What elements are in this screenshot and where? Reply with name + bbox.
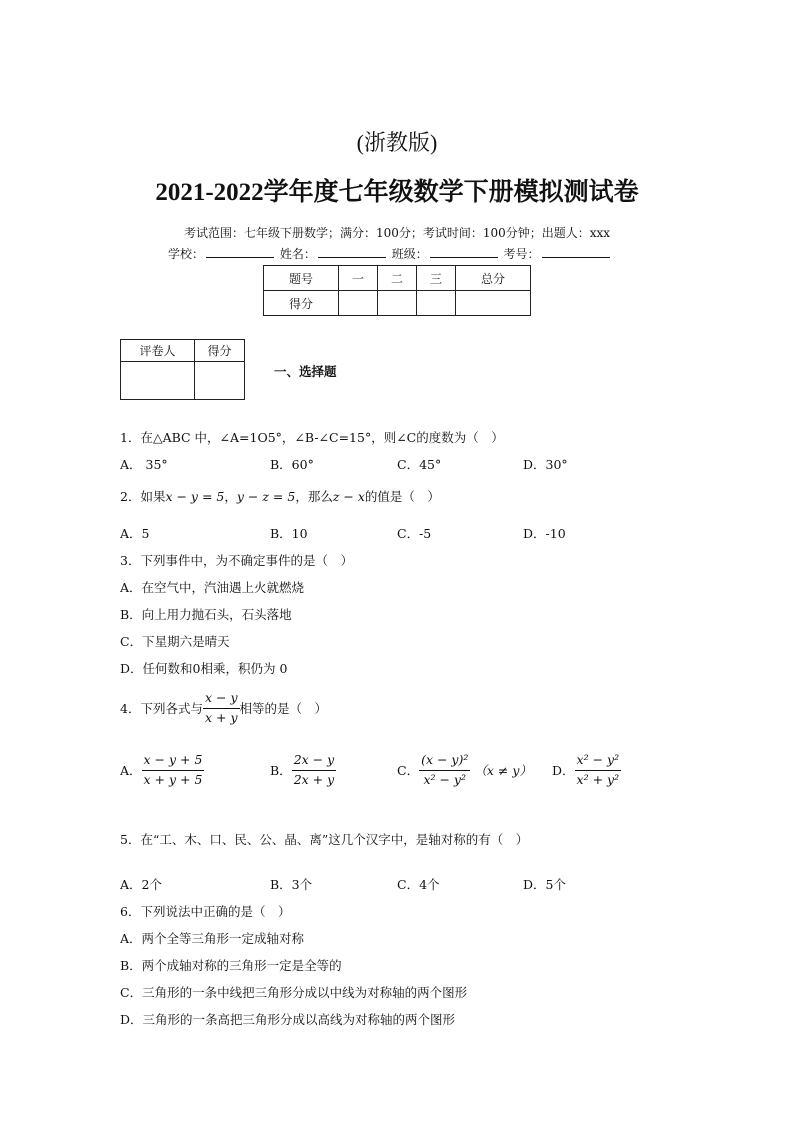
question-2-suffix: 的值是（ ） (364, 489, 440, 504)
option-b-fraction: $\frac{2x - y}{2x + y}$ (293, 752, 335, 787)
question-2-option-d: D．-10 (523, 526, 566, 541)
grader-score-cell[interactable] (194, 362, 244, 400)
question-6-stem: 6．下列说法中正确的是（ ） (120, 904, 291, 919)
exam-no-label: 考号： (503, 247, 540, 261)
question-3-option-a: A．在空气中，汽油遇上火就燃烧 (120, 580, 305, 595)
name-field[interactable] (318, 246, 386, 258)
question-3-option-d: D．任何数和0相乘，积仍为 0 (120, 661, 288, 676)
option-a-fraction: $\frac{x - y + 5}{x + y + 5}$ (143, 752, 203, 787)
question-2-option-c: C．-5 (397, 526, 432, 541)
question-4-option-a: A． $\frac{x - y + 5}{x + y + 5}$ (120, 752, 203, 787)
grader-header: 评卷人 (121, 340, 195, 362)
question-1-option-d: D．30° (523, 457, 568, 472)
class-label: 班级： (391, 247, 428, 261)
score-cell[interactable] (455, 291, 530, 316)
score-table-header: 二 (377, 266, 416, 291)
question-4-option-c: C． $\frac{\text{(x − y)²}}{\text{x² − y²}}$ （x ≠ y） (397, 752, 532, 787)
question-4-suffix: 相等的是（ ） (239, 701, 328, 716)
question-5-stem: 5．在“工、木、口、民、公、晶、离”这几个汉字中，是轴对称的有（ ） (120, 832, 529, 847)
score-table-header: 总分 (455, 266, 530, 291)
exam-info-line: 考试范围：七年级下册数学；满分：100分；考试时间：100分钟；出题人：xxx (183, 226, 611, 240)
question-6-option-d: D．三角形的一条高把三角形分成以高线为对称轴的两个图形 (120, 1012, 456, 1027)
exam-no-field[interactable] (542, 246, 610, 258)
question-1-stem: 1．在△ABC 中，∠A=1O5°，∠B-∠C=15°，则∠C的度数为（ ） (120, 430, 504, 445)
question-5-option-b: B．3个 (270, 877, 313, 892)
question-5-option-a: A．2个 (120, 877, 162, 892)
expression: z − x (332, 489, 365, 504)
option-d-fraction: $\frac{\text{x² − y²}}{\text{x² + y²}}$ (576, 752, 620, 787)
score-table-header: 三 (416, 266, 455, 291)
exam-title: 2021-2022学年度七年级数学下册模拟测试卷 (155, 179, 639, 206)
question-5-option-c: C．4个 (397, 877, 440, 892)
equation-1: x − y = 5 (165, 489, 225, 504)
grader-cell[interactable] (121, 362, 195, 400)
question-4-option-d: D． $\frac{\text{x² − y²}}{\text{x² + y²}}$ (552, 752, 620, 787)
school-field[interactable] (206, 246, 274, 258)
question-2-stem (120, 487, 440, 505)
grader-table (120, 339, 245, 400)
equation-2: y − z = 5 (236, 489, 296, 504)
score-row-label: 得分 (264, 291, 339, 316)
question-3-stem: 3．下列事件中，为不确定事件的是（ ） (120, 553, 353, 568)
question-4-fraction: $\frac{x - y}{x + y}$ (204, 690, 238, 725)
class-field[interactable] (430, 246, 498, 258)
question-2-option-a: A．5 (120, 526, 150, 541)
question-2-option-b: B．10 (270, 526, 308, 541)
option-c-fraction: $\frac{\text{(x − y)²}}{\text{x² − y²}}$ (421, 752, 469, 787)
question-4-prefix: 4．下列各式与 (120, 701, 203, 716)
question-4-stem (120, 692, 327, 724)
score-table-header: 一 (338, 266, 377, 291)
score-cell[interactable] (416, 291, 455, 316)
question-6-option-a: A．两个全等三角形一定成轴对称 (120, 931, 305, 946)
student-fields (168, 245, 612, 262)
score-cell[interactable] (338, 291, 377, 316)
score-cell[interactable] (377, 291, 416, 316)
question-2-mid: ，那么 (295, 489, 333, 504)
question-6-option-c: C．三角形的一条中线把三角形分成以中线为对称轴的两个图形 (120, 985, 468, 1000)
question-5-option-d: D．5个 (523, 877, 566, 892)
school-label: 学校： (168, 247, 205, 261)
option-c-condition: （x ≠ y） (474, 763, 532, 778)
question-4-option-b: B． $\frac{2x - y}{2x + y}$ (270, 752, 335, 787)
question-1-option-b: B．60° (270, 457, 314, 472)
edition-label: (浙教版) (356, 130, 438, 155)
separator: ， (224, 489, 237, 504)
grader-score-header: 得分 (194, 340, 244, 362)
question-6-option-b: B．两个成轴对称的三角形一定是全等的 (120, 958, 342, 973)
question-2-prefix: 2．如果 (120, 489, 166, 504)
question-1-option-c: C．45° (397, 457, 442, 472)
question-1-option-a: A． 35° (120, 457, 168, 472)
name-label: 姓名： (279, 247, 316, 261)
score-table-header: 题号 (264, 266, 339, 291)
section-title: 一、选择题 (274, 364, 337, 379)
question-3-option-c: C．下星期六是晴天 (120, 634, 230, 649)
score-table (263, 265, 531, 316)
question-3-option-b: B．向上用力抛石头，石头落地 (120, 607, 292, 622)
